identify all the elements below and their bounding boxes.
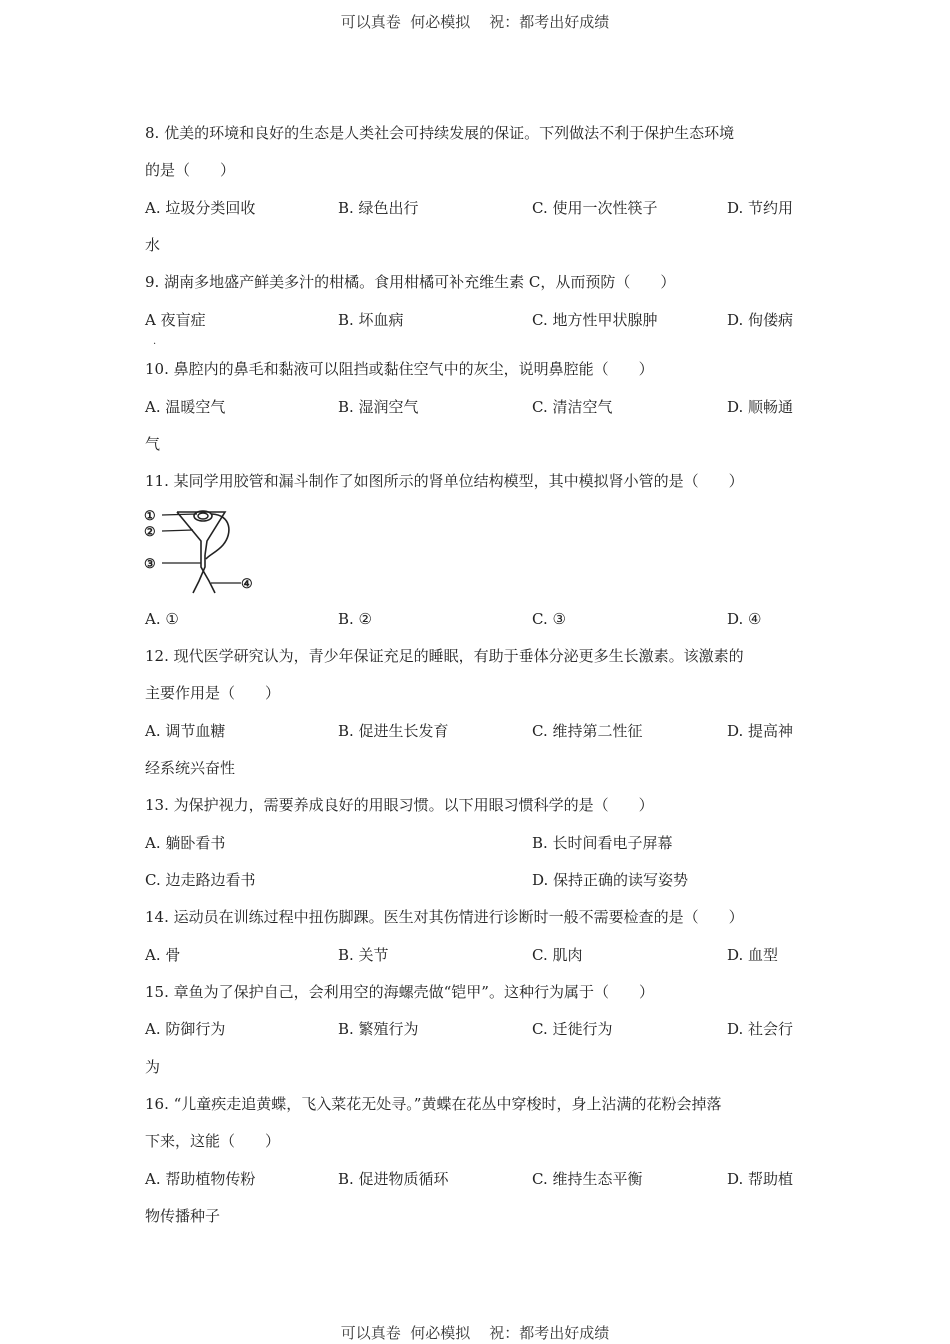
figure-label-3: ③ [144, 557, 156, 572]
question-14-stem: 14. 运动员在训练过程中扭伤脚踝。医生对其伤情进行诊断时一般不需要检查的是（ ） [145, 908, 744, 926]
question-12-option-b: B. 促进生长发育 [338, 722, 449, 740]
question-16-option-a: A. 帮助植物传粉 [145, 1170, 256, 1188]
question-9-stem: 9. 湖南多地盛产鲜美多汁的柑橘。食用柑橘可补充维生素 C，从而预防（ ） [145, 273, 676, 291]
question-9-option-a: A 夜盲症 [145, 311, 206, 329]
question-16-option-d-wrap: 物传播种子 [145, 1207, 221, 1225]
nephron-model-figure [143, 505, 261, 597]
page-footer: 可以真卷 何必模拟 祝：都考出好成绩 [340, 1324, 610, 1342]
question-11-option-b: B. ② [338, 610, 373, 628]
question-13-option-a: A. 躺卧看书 [145, 834, 226, 852]
question-11-option-d: D. ④ [727, 610, 762, 628]
question-8-stem-line1: 8. 优美的环境和良好的生态是人类社会可持续发展的保证。下列做法不利于保护生态环境 [145, 124, 735, 142]
question-8-option-a: A. 垃圾分类回收 [145, 199, 256, 217]
question-13-option-b: B. 长时间看电子屏幕 [532, 834, 673, 852]
question-14-option-c: C. 肌肉 [532, 946, 583, 964]
question-15-option-d: D. 社会行 [727, 1020, 794, 1038]
question-8-option-b: B. 绿色出行 [338, 199, 419, 217]
question-12-option-a: A. 调节血糖 [145, 722, 226, 740]
page-header: 可以真卷 何必模拟 祝：都考出好成绩 [340, 13, 610, 31]
question-9-option-b: B. 坏血病 [338, 311, 404, 329]
question-10-option-a: A. 温暖空气 [145, 398, 226, 416]
question-15-option-b: B. 繁殖行为 [338, 1020, 419, 1038]
question-10-stem: 10. 鼻腔内的鼻毛和黏液可以阻挡或黏住空气中的灰尘，说明鼻腔能（ ） [145, 360, 654, 378]
question-10-option-d: D. 顺畅通 [727, 398, 794, 416]
question-16-option-c: C. 维持生态平衡 [532, 1170, 643, 1188]
question-14-option-a: A. 骨 [145, 946, 181, 964]
question-10-option-b: B. 湿润空气 [338, 398, 419, 416]
question-16-option-b: B. 促进物质循环 [338, 1170, 449, 1188]
figure-label-2: ② [144, 525, 156, 540]
question-9-stray-dot: . [153, 336, 157, 347]
question-15-stem: 15. 章鱼为了保护自己，会利用空的海螺壳做“铠甲”。这种行为属于（ ） [145, 983, 654, 1001]
question-9-option-d: D. 佝偻病 [727, 311, 794, 329]
question-15-option-c: C. 迁徙行为 [532, 1020, 613, 1038]
question-15-option-d-wrap: 为 [145, 1058, 161, 1076]
question-8-option-d: D. 节约用 [727, 199, 794, 217]
question-10-option-c: C. 清洁空气 [532, 398, 613, 416]
figure-label-1: ① [144, 509, 156, 524]
question-12-stem-line1: 12. 现代医学研究认为，青少年保证充足的睡眠，有助于垂体分泌更多生长激素。该激素的 [145, 647, 744, 665]
question-16-stem-line1: 16. “儿童疾走追黄蝶，飞入菜花无处寻。”黄蝶在花丛中穿梭时，身上沾满的花粉会掉落 [145, 1095, 722, 1113]
figure-label-4: ④ [241, 577, 253, 592]
question-15-option-a: A. 防御行为 [145, 1020, 226, 1038]
tube-down [201, 555, 215, 593]
question-8-stem-line2: 的是（ ） [145, 161, 236, 179]
question-12-option-d-wrap: 经系统兴奋性 [145, 759, 236, 777]
question-14-option-d: D. 血型 [727, 946, 779, 964]
question-10-option-d-wrap: 气 [145, 435, 161, 453]
question-11-option-c: C. ③ [532, 610, 566, 628]
question-12-stem-line2: 主要作用是（ ） [145, 684, 281, 702]
question-12-option-d: D. 提高神 [727, 722, 794, 740]
question-8-option-d-wrap: 水 [145, 236, 161, 254]
question-13-option-c: C. 边走路边看书 [145, 871, 256, 889]
question-9-option-c: C. 地方性甲状腺肿 [532, 311, 658, 329]
question-11-option-a: A. ① [145, 610, 179, 628]
question-8-option-c: C. 使用一次性筷子 [532, 199, 658, 217]
question-16-stem-line2: 下来，这能（ ） [145, 1132, 281, 1150]
question-16-option-d: D. 帮助植 [727, 1170, 794, 1188]
question-12-option-c: C. 维持第二性征 [532, 722, 643, 740]
question-14-option-b: B. 关节 [338, 946, 389, 964]
question-11-stem: 11. 某同学用胶管和漏斗制作了如图所示的肾单位结构模型，其中模拟肾小管的是（ ） [145, 472, 744, 490]
question-13-stem: 13. 为保护视力，需要养成良好的用眼习惯。以下用眼习惯科学的是（ ） [145, 796, 654, 814]
question-13-option-d: D. 保持正确的读写姿势 [532, 871, 689, 889]
